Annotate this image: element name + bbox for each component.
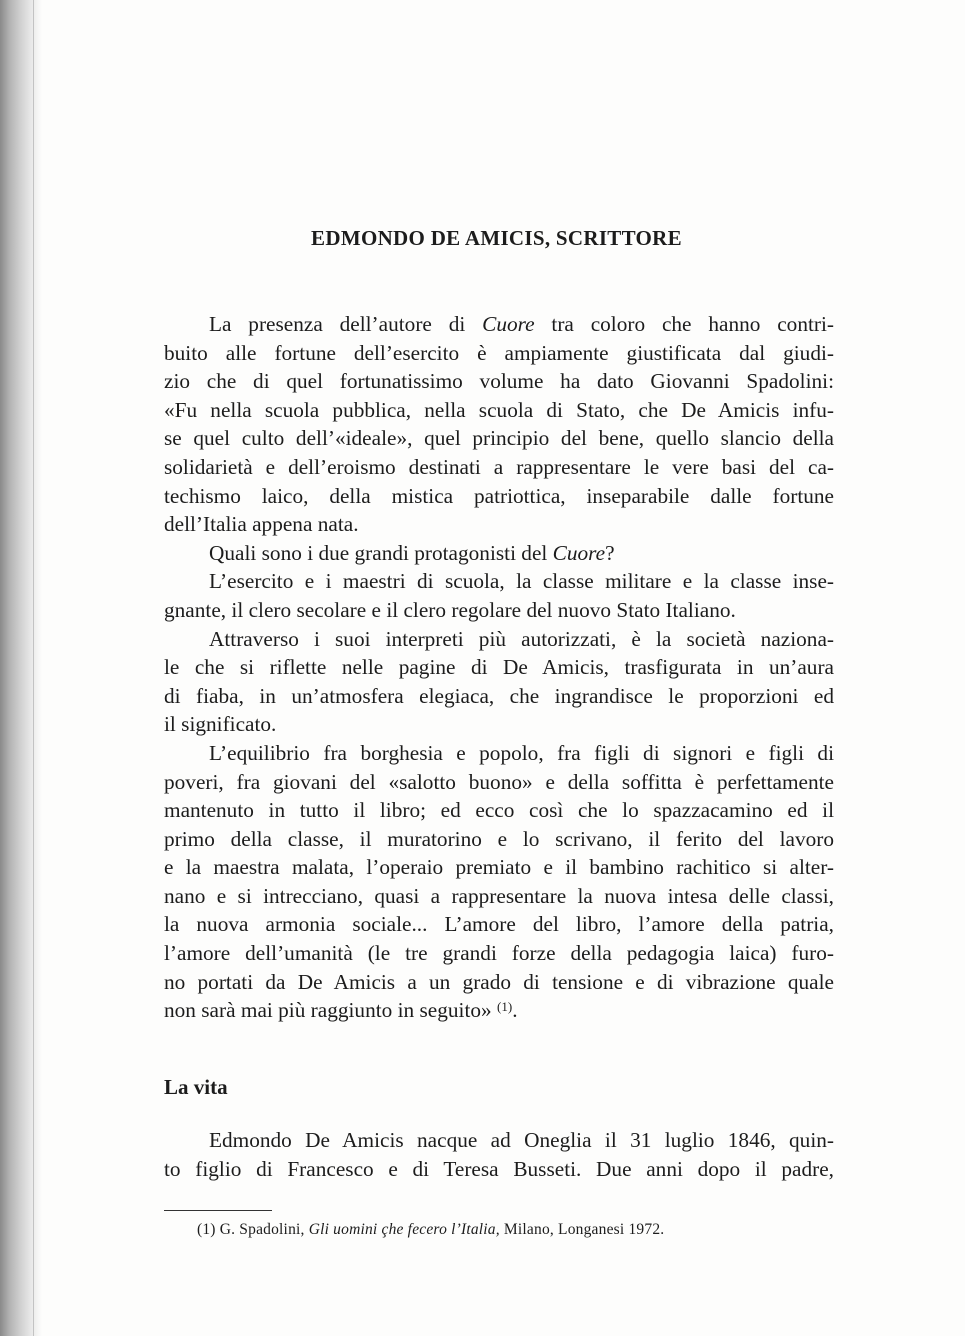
text-line: la nuova armonia sociale... L’amore del libro, l’amore della patria, (164, 912, 834, 937)
text-line: Attraverso i suoi interpreti più autorizzati, è la società naziona- (209, 626, 834, 651)
text-line: techismo laico, della mistica patriottica, inseparabile dalle fortune (164, 483, 834, 508)
text-line: l’amore dell’umanità (le tre grandi forze della pedagogia laica) furo- (164, 941, 834, 966)
footnote-marker: (1) (197, 1221, 216, 1238)
text-line: L’equilibrio fra borghesia e popolo, fra figli di signori e figli di (209, 740, 834, 765)
italic-title: Cuore (552, 540, 606, 565)
text-line: il significato. (164, 712, 277, 737)
text-line: La presenza dell’autore di Cuore tra coloro che hanno contri- (209, 312, 834, 336)
footnote: (1) G. Spadolini, Gli uomini çhe fecero l’Italia, Milano, Longanesi 1972. (197, 1221, 665, 1238)
text-line: no portati da De Amicis a un grado di tensione e di vibrazione quale (164, 969, 834, 994)
text-line: to figlio di Francesco e di Teresa Busseti. Due anni dopo il padre, (164, 1156, 834, 1181)
text-line: primo della classe, il muratorino e lo scrivano, il ferito del lavoro (164, 826, 834, 851)
footnote-divider (164, 1210, 272, 1211)
text-line: se quel culto dell’«ideale», quel principio del bene, quello slancio della (164, 426, 834, 451)
text-line: «Fu nella scuola pubblica, nella scuola di Stato, che De Amicis infu- (164, 397, 834, 422)
footnote-work-title: Gli uomini çhe fecero l’Italia, (308, 1221, 500, 1238)
text-line: zio che di quel fortunatissimo volume ha dato Giovanni Spadolini: (164, 369, 834, 394)
text-line: e la maestra malata, l’operaio premiato e il bambino rachitico si alter- (164, 855, 834, 880)
chapter-title: EDMONDO DE AMICIS, SCRITTORE (311, 226, 682, 250)
intro-text (164, 310, 834, 1025)
text-line: poveri, fra giovani del «salotto buono» e della soffitta è perfettamente (164, 769, 834, 794)
text-line: buito alle fortune dell’esercito è ampiamente giustificata dal giudi- (164, 340, 834, 365)
text-line: nano e si intrecciano, quasi a rappresentare la nuova intesa delle classi, (164, 883, 834, 908)
binding-edge-line (33, 0, 34, 1336)
section-text (164, 1126, 834, 1183)
text-line: mantenuto in tutto il libro; ed ecco così che lo spazzacamino ed il (164, 798, 834, 823)
section-heading: La vita (164, 1075, 228, 1099)
text-line: le che si riflette nelle pagine di De Amicis, trasfigurata in un’aura (164, 655, 834, 680)
italic-title: Cuore (482, 312, 535, 336)
footnote-reference: (1) (497, 999, 513, 1015)
text-line: solidarietà e dell’eroismo destinati a rappresentare le vere basi del ca- (164, 454, 834, 479)
page-binding-shadow (0, 0, 42, 1336)
text-line: Edmondo De Amicis nacque ad Oneglia il 31 luglio 1846, quin- (209, 1128, 834, 1152)
text-line: Quali sono i due grandi protagonisti del Cuore? (209, 540, 615, 565)
text-line: gnante, il clero secolare e il clero regolare del nuovo Stato Italiano. (164, 597, 736, 622)
text-line: L’esercito e i maestri di scuola, la classe militare e la classe inse- (209, 569, 834, 594)
text-line: di fiaba, in un’atmosfera elegiaca, che ingrandisce le proporzioni ed (164, 683, 834, 708)
text-line: non sarà mai più raggiunto in seguito» $^{(1)}$. (164, 998, 518, 1023)
text-line: dell’Italia appena nata. (164, 512, 359, 537)
